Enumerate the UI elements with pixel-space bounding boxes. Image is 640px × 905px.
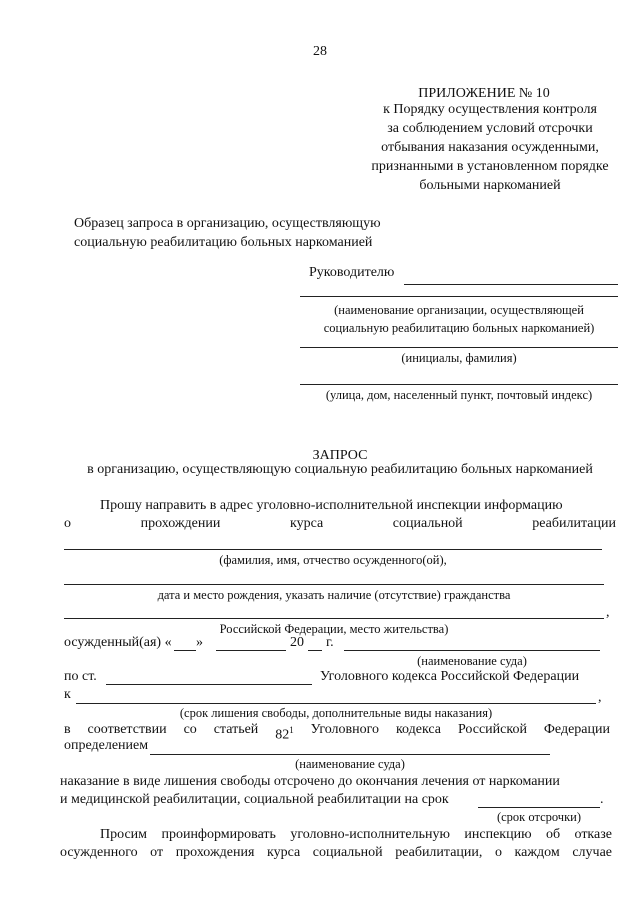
para2-line1 (100, 827, 612, 843)
word: об (545, 827, 561, 842)
word: соответствии (87, 722, 167, 737)
article-line (106, 684, 312, 685)
comma: , (606, 605, 610, 620)
sample-title-line: Образец запроса в организацию, осуществляющую (74, 216, 381, 231)
word: осужденного (60, 845, 138, 860)
decision-prefix: определением (64, 738, 149, 753)
word: уголовно-исполнительную (290, 827, 450, 842)
initials-caption: (инициалы, фамилия) (401, 351, 517, 365)
period-caption: (срок отсрочки) (496, 810, 582, 824)
sample-title (74, 214, 381, 252)
word: Уголовного (310, 722, 380, 737)
postponed-line1: наказание в виде лишения свободы отсрочено до окончания лечения от наркомании (60, 774, 560, 789)
appendix-line: больными наркоманией (419, 178, 561, 193)
word: прохождения (175, 845, 255, 860)
addressee-name-line (404, 284, 618, 285)
word: Федерации (543, 722, 610, 737)
appendix-line: за соблюдением условий отсрочки (387, 121, 593, 136)
appendix-title: ПРИЛОЖЕНИЕ № 10 (418, 86, 550, 101)
org-caption (300, 301, 618, 337)
year-line (308, 650, 322, 651)
appendix-line: к Порядку осуществления контроля (383, 102, 597, 117)
para1-line1: Прошу направить в адрес уголовно-исполнительной инспекции информацию (100, 498, 563, 513)
court-caption: (наименование суда) (417, 654, 527, 668)
convicted-year: 20 (290, 635, 304, 650)
word: отказе (574, 827, 612, 842)
address-line (300, 384, 618, 385)
org-caption-line: (наименование организации, осуществляющей (334, 303, 584, 317)
word: со (183, 722, 197, 737)
word: Российской (457, 722, 527, 737)
appendix-line: признанными в установленном порядке (371, 159, 609, 174)
word: реабилитации, (395, 845, 483, 860)
citizenship-caption: Российской Федерации, место жительства) (219, 622, 449, 636)
word: статьей (213, 722, 259, 737)
court-caption2: (наименование суда) (295, 757, 405, 771)
article-number (275, 722, 294, 744)
court-line (344, 650, 600, 651)
convicted-prefix: осужденный(ая) « (64, 635, 172, 650)
word: инспекцию (464, 827, 532, 842)
citizenship-line (64, 618, 604, 619)
word: социальной (312, 845, 383, 860)
addressee-label: Руководителю (309, 265, 395, 280)
birth-caption: дата и место рождения, указать наличие (отсутствие) гражданства (157, 588, 511, 602)
day-line (174, 650, 196, 651)
to-prefix: к (64, 687, 71, 702)
comma: , (598, 690, 602, 705)
word: прохождении (140, 516, 221, 531)
word: курса (266, 845, 301, 860)
word: о (494, 845, 502, 860)
para2-line2 (60, 845, 612, 861)
initials-line (300, 347, 618, 348)
appendix-line: отбывания наказания осужденными, (381, 140, 599, 155)
article-number-text: 82 (275, 727, 290, 743)
word: от (150, 845, 164, 860)
appendix-subtitle (360, 100, 620, 195)
word: проинформировать (161, 827, 276, 842)
term-line (76, 703, 596, 704)
fio-caption: (фамилия, имя, отчество осужденного(ой), (219, 553, 447, 567)
word: социальной (392, 516, 463, 531)
article-superscript: 1 (289, 725, 294, 735)
request-title: ЗАПРОС (312, 448, 368, 463)
article-code: Уголовного кодекса Российской Федерации (320, 669, 580, 684)
sample-title-line: социальную реабилитацию больных наркоманией (74, 235, 373, 250)
term-caption: (срок лишения свободы, дополнительные виды наказания) (179, 706, 493, 720)
request-subtitle: в организацию, осуществляющую социальную реабилитацию больных наркоманией (87, 462, 593, 477)
postponed-line2: и медицинской реабилитации, социальной реабилитации на срок (60, 792, 449, 807)
period-dot: . (600, 792, 604, 807)
fio-line (64, 549, 602, 550)
birth-line (64, 584, 604, 585)
page-number: 28 (313, 44, 327, 59)
article-prefix: по ст. (64, 669, 97, 684)
org-caption-line: социальную реабилитацию больных наркоманией) (323, 321, 595, 335)
period-line (478, 807, 600, 808)
word: курса (289, 516, 324, 531)
word: Просим (100, 827, 148, 842)
convicted-quote: » (196, 635, 203, 650)
month-line (216, 650, 286, 651)
word: случае (572, 845, 612, 860)
word: реабилитации (532, 516, 616, 531)
word: в (64, 722, 71, 737)
convicted-suffix: г. (326, 635, 334, 650)
word: кодекса (395, 722, 442, 737)
word: каждом (514, 845, 560, 860)
org-name-line (300, 296, 618, 297)
para1-line2 (64, 516, 616, 532)
decision-court-line (150, 754, 550, 755)
address-caption: (улица, дом, населенный пункт, почтовый индекс) (325, 388, 593, 402)
word: о (64, 516, 71, 531)
